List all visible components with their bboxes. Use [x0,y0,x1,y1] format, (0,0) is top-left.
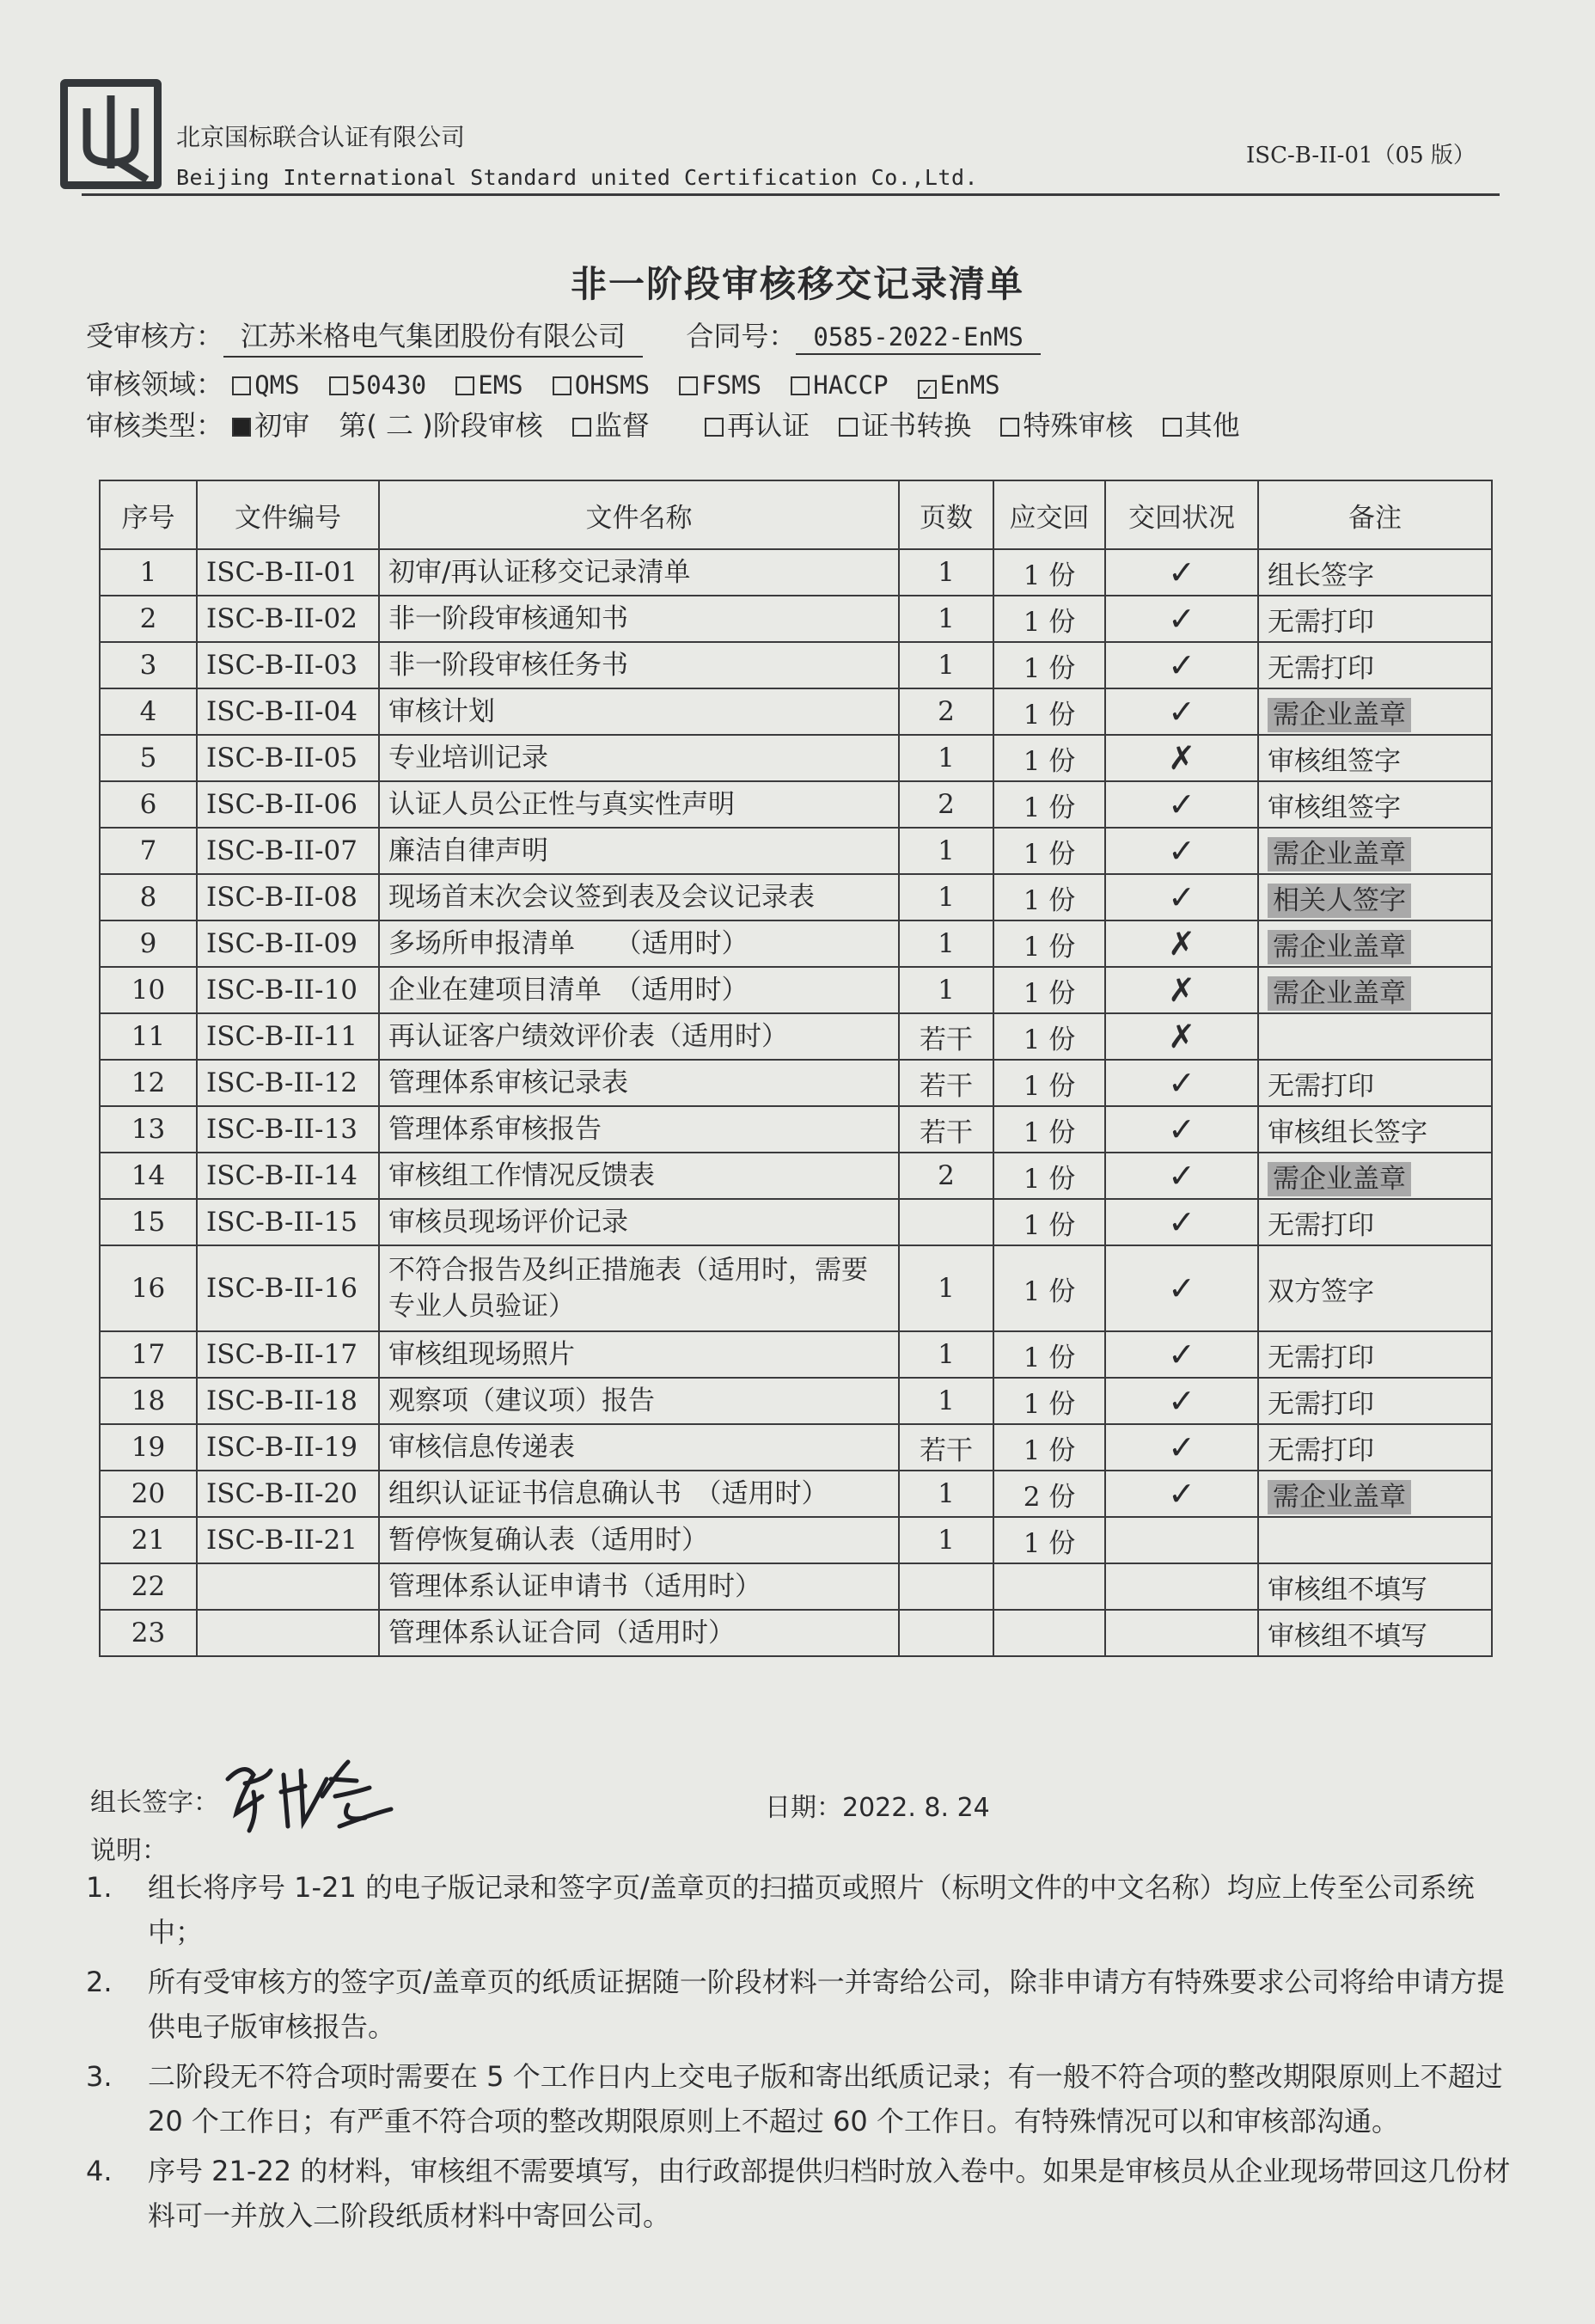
table-row [100,688,1492,735]
notes-label: 说明： [90,1836,168,1866]
cell-name: 观察项（建议项）报告 [379,1378,899,1424]
cell-status: ✗ [1105,920,1258,967]
cell-name: 现场首末次会议签到表及会议记录表 [379,874,899,920]
cell-name: 审核组工作情况反馈表 [379,1153,899,1199]
cell-name: 不符合报告及纠正措施表（适用时，需要专业人员验证） [379,1245,899,1331]
cell-status: ✓ [1105,828,1258,874]
domain-option-fsms[interactable]: FSMS [679,370,761,400]
cell-status [1105,1563,1258,1610]
table-row [100,1013,1492,1060]
checkbox-checked[interactable]: ✓ [918,380,937,399]
cell-copies: 1 份 [993,920,1105,967]
cell-copies: 1 份 [993,642,1105,688]
cell-copies [993,1563,1105,1610]
contract-label: 合同号： [686,320,797,352]
cell-code: ISC-B-II-21 [197,1517,379,1563]
checkbox[interactable] [1163,418,1182,437]
cell-code: ISC-B-II-01 [197,549,379,596]
cell-name: 组织认证证书信息确认书 （适用时） [379,1471,899,1517]
cell-code: ISC-B-II-12 [197,1060,379,1106]
type-option-special[interactable]: 特殊审核 [1000,409,1133,442]
stage-field[interactable]: 第( 二 )阶段审核 [339,409,543,442]
remark-highlight: 需企业盖章 [1268,930,1411,964]
cell-status: ✗ [1105,967,1258,1013]
table-row [100,1378,1492,1424]
cell-name: 非一阶段审核任务书 [379,642,899,688]
audit-type-row [86,404,1261,443]
cell-remark: 无需打印 [1258,596,1492,642]
cell-status: ✓ [1105,1106,1258,1153]
cell-status: ✓ [1105,1331,1258,1378]
cell-status: ✓ [1105,688,1258,735]
table-row [100,1199,1492,1245]
cell-name: 再认证客户绩效评价表（适用时） [379,1013,899,1060]
cell-status: ✗ [1105,1013,1258,1060]
table-row [100,1563,1492,1610]
table-row [100,1245,1492,1331]
company-name-cn: 北京国标联合认证有限公司 [176,123,466,151]
checkbox[interactable] [839,418,858,437]
checkbox[interactable] [553,376,571,395]
note-item: 4. 序号 21-22 的材料，审核组不需要填写，由行政部提供归档时放入卷中。如果是审核员从企业现场带回这几份材料可一并放入二阶段纸质材料中寄回公司。 [86,2155,1511,2232]
cell-code: ISC-B-II-19 [197,1424,379,1471]
remark-highlight: 需企业盖章 [1268,976,1411,1011]
cell-status: ✓ [1105,1199,1258,1245]
header-copies: 应交回 [993,480,1105,549]
checkbox[interactable] [705,418,724,437]
header-remark: 备注 [1258,480,1492,549]
cell-no: 23 [100,1610,197,1656]
cell-no: 14 [100,1153,197,1199]
cell-pages: 1 [899,828,993,874]
cell-copies: 1 份 [993,549,1105,596]
cell-code: ISC-B-II-06 [197,781,379,828]
cell-name: 管理体系审核报告 [379,1106,899,1153]
domain-option-haccp[interactable]: HACCP [791,370,888,400]
cell-code: ISC-B-II-11 [197,1013,379,1060]
checkbox[interactable] [232,376,251,395]
cell-no: 22 [100,1563,197,1610]
cell-status: ✓ [1105,1424,1258,1471]
cell-remark: 审核组签字 [1258,735,1492,781]
cell-pages: 1 [899,1331,993,1378]
cell-code: ISC-B-II-03 [197,642,379,688]
checkbox[interactable] [791,376,810,395]
header-status: 交回状况 [1105,480,1258,549]
domain-option-50430[interactable]: 50430 [329,370,426,400]
cell-status: ✓ [1105,1060,1258,1106]
cell-pages: 1 [899,1245,993,1331]
cell-name: 管理体系审核记录表 [379,1060,899,1106]
cell-name: 审核计划 [379,688,899,735]
cell-no: 2 [100,596,197,642]
cell-name: 暂停恢复确认表（适用时） [379,1517,899,1563]
cell-code: ISC-B-II-04 [197,688,379,735]
cell-status: ✓ [1105,1378,1258,1424]
table-row [100,549,1492,596]
header-divider [82,193,1500,196]
cell-remark [1258,967,1492,1013]
cell-no: 8 [100,874,197,920]
table-row [100,596,1492,642]
cell-status: ✓ [1105,642,1258,688]
table-row [100,1610,1492,1656]
transfer-records-table [99,480,1493,1657]
cell-no: 17 [100,1331,197,1378]
cell-pages: 1 [899,735,993,781]
domain-option-qms[interactable]: QMS [232,370,299,400]
cell-code: ISC-B-II-20 [197,1471,379,1517]
cell-remark: 双方签字 [1258,1245,1492,1331]
header-code: 文件编号 [197,480,379,549]
cell-no: 1 [100,549,197,596]
cell-no: 9 [100,920,197,967]
audit-type-label: 审核类型： [86,409,224,442]
contract-value: 0585-2022-EnMS [796,322,1040,355]
cell-code: ISC-B-II-16 [197,1245,379,1331]
table-row [100,874,1492,920]
cell-remark [1258,688,1492,735]
cell-copies: 1 份 [993,1424,1105,1471]
remark-highlight: 相关人签字 [1268,884,1411,918]
cell-no: 5 [100,735,197,781]
checkbox[interactable] [679,376,698,395]
domain-option-enms[interactable]: ✓ EnMS [918,370,1000,400]
header-name: 文件名称 [379,480,899,549]
domain-option-ems[interactable]: EMS [455,370,522,400]
cell-pages: 若干 [899,1106,993,1153]
cell-copies: 1 份 [993,1199,1105,1245]
cell-pages: 若干 [899,1013,993,1060]
cell-copies: 1 份 [993,828,1105,874]
cell-no: 13 [100,1106,197,1153]
cell-no: 15 [100,1199,197,1245]
cell-remark: 审核组长签字 [1258,1106,1492,1153]
checkbox[interactable] [1000,418,1019,437]
cell-no: 4 [100,688,197,735]
remark-highlight: 需企业盖章 [1268,1480,1411,1514]
cell-remark [1258,920,1492,967]
table-row [100,1153,1492,1199]
cell-code: ISC-B-II-14 [197,1153,379,1199]
cell-pages: 若干 [899,1060,993,1106]
cell-code [197,1563,379,1610]
cell-code: ISC-B-II-17 [197,1331,379,1378]
type-option-recert[interactable]: 再认证 [705,409,810,442]
cell-status [1105,1610,1258,1656]
audit-domain-label: 审核领域： [86,368,224,401]
cell-pages: 1 [899,1471,993,1517]
cell-copies: 1 份 [993,1331,1105,1378]
checkbox[interactable] [572,418,591,437]
leader-signature-icon [219,1745,400,1843]
cell-copies: 1 份 [993,1153,1105,1199]
table-row [100,920,1492,967]
cell-name: 审核员现场评价记录 [379,1199,899,1245]
cell-copies: 1 份 [993,1378,1105,1424]
cell-name: 多场所申报清单 （适用时） [379,920,899,967]
cell-copies: 2 份 [993,1471,1105,1517]
cell-pages: 2 [899,688,993,735]
cell-name: 审核信息传递表 [379,1424,899,1471]
remark-highlight: 需企业盖章 [1268,837,1411,872]
cell-status: ✗ [1105,735,1258,781]
cell-code: ISC-B-II-10 [197,967,379,1013]
cell-remark: 无需打印 [1258,1199,1492,1245]
cell-name: 专业培训记录 [379,735,899,781]
cell-copies: 1 份 [993,688,1105,735]
isc-logo-icon [60,79,162,189]
cell-copies: 1 份 [993,1013,1105,1060]
date-value: 2022. 8. 24 [842,1793,990,1823]
cell-no: 18 [100,1378,197,1424]
table-row [100,828,1492,874]
cell-no: 19 [100,1424,197,1471]
table-row [100,1471,1492,1517]
cell-no: 12 [100,1060,197,1106]
notes-list [86,1865,1512,2243]
remark-highlight: 需企业盖章 [1268,1162,1411,1196]
cell-remark [1258,1471,1492,1517]
cell-pages: 1 [899,967,993,1013]
cell-pages [899,1610,993,1656]
auditee-label: 受审核方： [86,320,224,352]
cell-pages: 1 [899,596,993,642]
checkbox[interactable] [329,376,348,395]
note-item: 2. 所有受审核方的签字页/盖章页的纸质证据随一阶段材料一并寄给公司，除非申请方有特殊要求公司将给申请方提供电子版审核报告。 [86,1966,1505,2043]
cell-pages: 1 [899,642,993,688]
cell-pages: 1 [899,1517,993,1563]
cell-name: 认证人员公正性与真实性声明 [379,781,899,828]
cell-no: 3 [100,642,197,688]
cell-name: 初审/再认证移交记录清单 [379,549,899,596]
cell-remark: 无需打印 [1258,642,1492,688]
cell-remark: 无需打印 [1258,1060,1492,1106]
type-option-transfer[interactable]: 证书转换 [839,409,971,442]
cell-copies: 1 份 [993,1106,1105,1153]
checkbox-filled[interactable] [232,418,251,437]
cell-status: ✓ [1105,1153,1258,1199]
cell-remark: 无需打印 [1258,1424,1492,1471]
cell-name: 管理体系认证申请书（适用时） [379,1563,899,1610]
type-option-surveillance[interactable]: 监督 [572,409,650,442]
cell-remark [1258,1013,1492,1060]
cell-pages: 1 [899,1378,993,1424]
table-row [100,1331,1492,1378]
cell-no: 11 [100,1013,197,1060]
cell-copies: 1 份 [993,781,1105,828]
cell-copies: 1 份 [993,1517,1105,1563]
cell-pages: 若干 [899,1424,993,1471]
audit-domain-row [86,363,1021,402]
table-header-row [100,480,1492,549]
cell-status: ✓ [1105,549,1258,596]
cell-status [1105,1517,1258,1563]
document-code: ISC-B-II-01（05 版） [1246,143,1476,168]
cell-code: ISC-B-II-02 [197,596,379,642]
cell-remark: 审核组签字 [1258,781,1492,828]
leader-sign-label: 组长签字： [90,1788,219,1818]
cell-code: ISC-B-II-15 [197,1199,379,1245]
cell-remark: 组长签字 [1258,549,1492,596]
header-no: 序号 [100,480,197,549]
date-label: 日期： [765,1793,842,1823]
table-row [100,1517,1492,1563]
cell-remark: 无需打印 [1258,1378,1492,1424]
cell-pages [899,1199,993,1245]
cell-name: 管理体系认证合同（适用时） [379,1610,899,1656]
remark-highlight: 需企业盖章 [1268,698,1411,732]
cell-status: ✓ [1105,874,1258,920]
cell-name: 非一阶段审核通知书 [379,596,899,642]
cell-copies: 1 份 [993,874,1105,920]
cell-pages: 1 [899,549,993,596]
cell-remark [1258,828,1492,874]
auditee-value: 江苏米格电气集团股份有限公司 [223,315,643,358]
date-row [765,1786,990,1824]
cell-remark [1258,1517,1492,1563]
cell-status: ✓ [1105,1245,1258,1331]
cell-code: ISC-B-II-18 [197,1378,379,1424]
table-row [100,967,1492,1013]
cell-code: ISC-B-II-07 [197,828,379,874]
page-title: 非一阶段审核移交记录清单 [570,263,1024,305]
cell-no: 7 [100,828,197,874]
cell-remark: 审核组不填写 [1258,1610,1492,1656]
table-row [100,781,1492,828]
cell-code: ISC-B-II-13 [197,1106,379,1153]
type-option-initial[interactable]: 初审 [232,409,309,442]
cell-status: ✓ [1105,1471,1258,1517]
cell-status: ✓ [1105,781,1258,828]
cell-pages: 1 [899,874,993,920]
cell-no: 6 [100,781,197,828]
cell-no: 10 [100,967,197,1013]
cell-code [197,1610,379,1656]
table-row [100,642,1492,688]
cell-copies: 1 份 [993,1245,1105,1331]
cell-remark: 无需打印 [1258,1331,1492,1378]
cell-copies [993,1610,1105,1656]
table-row [100,1106,1492,1153]
cell-pages [899,1563,993,1610]
cell-no: 16 [100,1245,197,1331]
cell-no: 21 [100,1517,197,1563]
cell-pages: 2 [899,781,993,828]
cell-copies: 1 份 [993,735,1105,781]
note-item: 3. 二阶段无不符合项时需要在 5 个工作日内上交电子版和寄出纸质记录；有一般不符合项的整改期限原则上不超过 20 个工作日；有严重不符合项的整改期限原则上不超过 60 个工作日。有特殊情况可以和审核部沟通。 [86,2060,1503,2137]
cell-remark [1258,874,1492,920]
cell-no: 20 [100,1471,197,1517]
cell-copies: 1 份 [993,596,1105,642]
type-option-other[interactable]: 其他 [1163,409,1240,442]
cell-name: 廉洁自律声明 [379,828,899,874]
cell-pages: 1 [899,920,993,967]
cell-remark [1258,1153,1492,1199]
cell-status: ✓ [1105,596,1258,642]
cell-name: 审核组现场照片 [379,1331,899,1378]
checkbox[interactable] [455,376,474,395]
cell-code: ISC-B-II-05 [197,735,379,781]
company-name-en: Beijing International Standard united Certification Co.,Ltd. [176,165,979,190]
cell-remark: 审核组不填写 [1258,1563,1492,1610]
cell-code: ISC-B-II-08 [197,874,379,920]
note-item: 1. 组长将序号 1-21 的电子版记录和签字页/盖章页的扫描页或照片（标明文件的中文名称）均应上传至公司系统中； [86,1871,1475,1948]
table-row [100,1424,1492,1471]
table-row [100,1060,1492,1106]
header-pages: 页数 [899,480,993,549]
cell-copies: 1 份 [993,967,1105,1013]
cell-name: 企业在建项目清单 （适用时） [379,967,899,1013]
cell-pages: 2 [899,1153,993,1199]
auditee-row [86,315,1041,358]
cell-copies: 1 份 [993,1060,1105,1106]
cell-code: ISC-B-II-09 [197,920,379,967]
domain-option-ohsms[interactable]: OHSMS [553,370,650,400]
table-row [100,735,1492,781]
